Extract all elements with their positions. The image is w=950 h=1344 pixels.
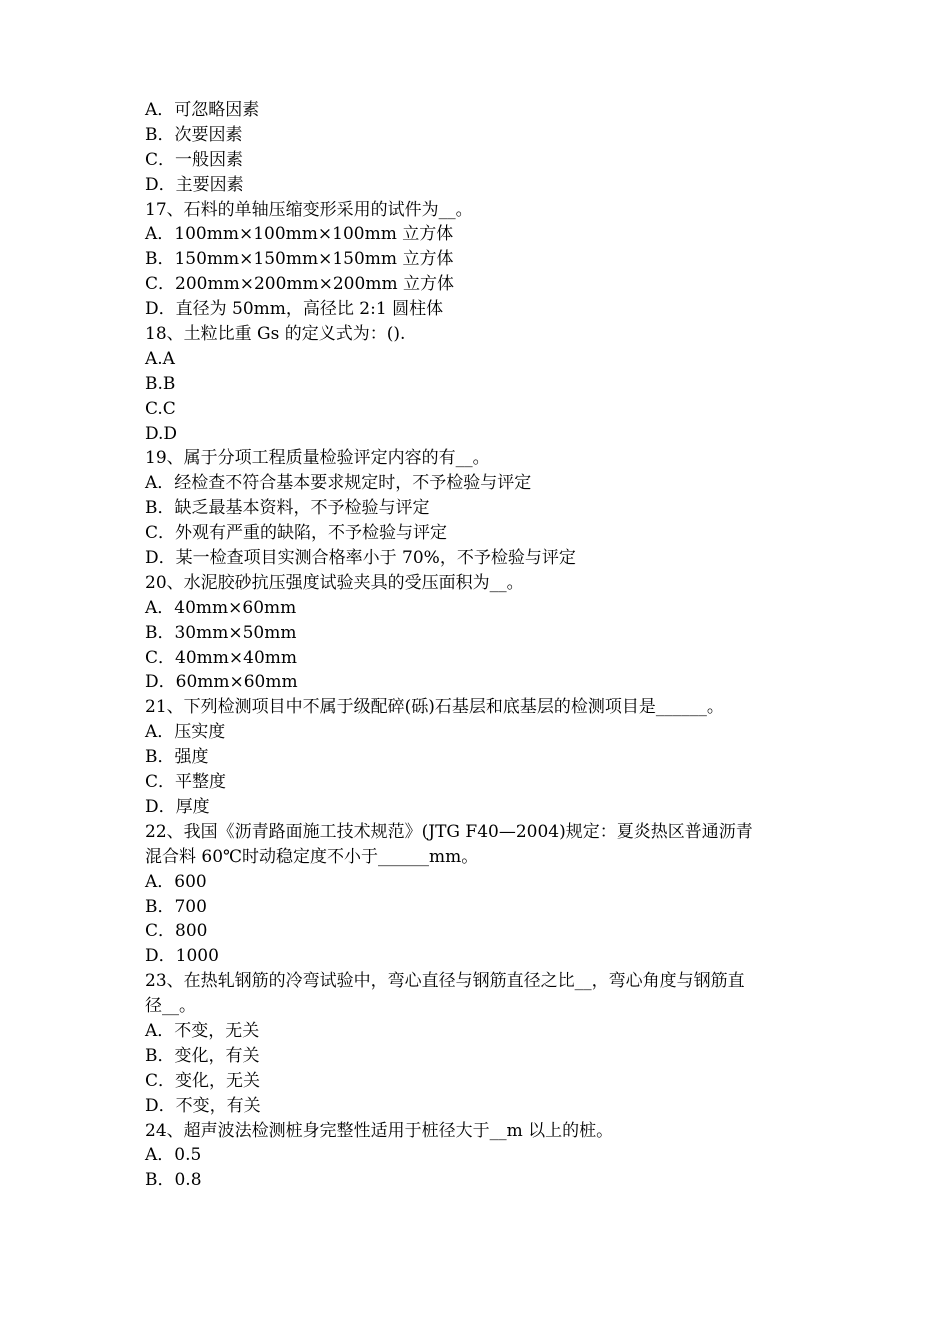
question-22: 22、我国《沥青路面施工技术规范》(JTG F40—2004)规定：夏炎热区普通沥青: [145, 821, 753, 842]
option-line: A．压实度: [145, 722, 226, 743]
question-19: 19、属于分项工程质量检验评定内容的有__。: [145, 448, 490, 469]
option-line: C．外观有严重的缺陷，不予检验与评定: [145, 523, 448, 544]
option-line: D．60mm×60mm: [145, 672, 298, 693]
option-line: C．800: [145, 921, 208, 942]
option-line: C．一般因素: [145, 149, 244, 170]
option-line: D．1000: [145, 946, 219, 967]
option-line: B．0.8: [145, 1170, 202, 1191]
question-23-continued: 径__。: [145, 996, 196, 1017]
option-line: D．不变，有关: [145, 1095, 261, 1116]
question-24: 24、超声波法检测桩身完整性适用于桩径大于__m 以上的桩。: [145, 1120, 614, 1141]
option-line: B．150mm×150mm×150mm 立方体: [145, 249, 454, 270]
question-20: 20、水泥胶砂抗压强度试验夹具的受压面积为__。: [145, 572, 524, 593]
question-17: 17、石料的单轴压缩变形采用的试件为__。: [145, 199, 473, 220]
option-line: B．缺乏最基本资料，不予检验与评定: [145, 498, 430, 519]
option-line: A．经检查不符合基本要求规定时，不予检验与评定: [145, 473, 532, 494]
option-line: C．40mm×40mm: [145, 647, 297, 668]
question-21: 21、下列检测项目中不属于级配碎(砾)石基层和底基层的检测项目是______。: [145, 697, 724, 718]
option-line: C．平整度: [145, 772, 227, 793]
option-line: B．30mm×50mm: [145, 622, 297, 643]
option-line: C．变化，无关: [145, 1070, 261, 1091]
option-line: C．200mm×200mm×200mm 立方体: [145, 274, 454, 295]
option-line: A．不变，无关: [145, 1020, 260, 1041]
question-18: 18、土粒比重 Gs 的定义式为：().: [145, 324, 406, 345]
option-line: D．厚度: [145, 796, 210, 817]
question-text-block: [145, 98, 815, 1193]
option-line: B．变化，有关: [145, 1045, 260, 1066]
option-line: A．100mm×100mm×100mm 立方体: [145, 224, 454, 245]
option-line: A．可忽略因素: [145, 100, 260, 120]
option-line: A．600: [145, 871, 207, 892]
option-line: A．40mm×60mm: [145, 597, 297, 618]
question-22-continued: 混合料 60℃时动稳定度不小于______mm。: [145, 846, 479, 867]
option-line: B．强度: [145, 747, 209, 768]
question-23: 23、在热轧钢筋的冷弯试验中，弯心直径与钢筋直径之比__，弯心角度与钢筋直: [145, 971, 745, 992]
option-line: D．主要因素: [145, 174, 244, 195]
option-line: D．某一检查项目实测合格率小于 70%，不予检验与评定: [145, 548, 576, 569]
option-line: B．次要因素: [145, 124, 243, 145]
option-line: B.B: [145, 373, 176, 394]
option-line: D.D: [145, 423, 178, 444]
option-line: C.C: [145, 398, 176, 419]
option-line: A．0.5: [145, 1145, 202, 1166]
option-line: B．700: [145, 896, 207, 917]
option-line: A.A: [145, 348, 175, 369]
option-line: D．直径为 50mm，高径比 2:1 圆柱体: [145, 299, 444, 320]
